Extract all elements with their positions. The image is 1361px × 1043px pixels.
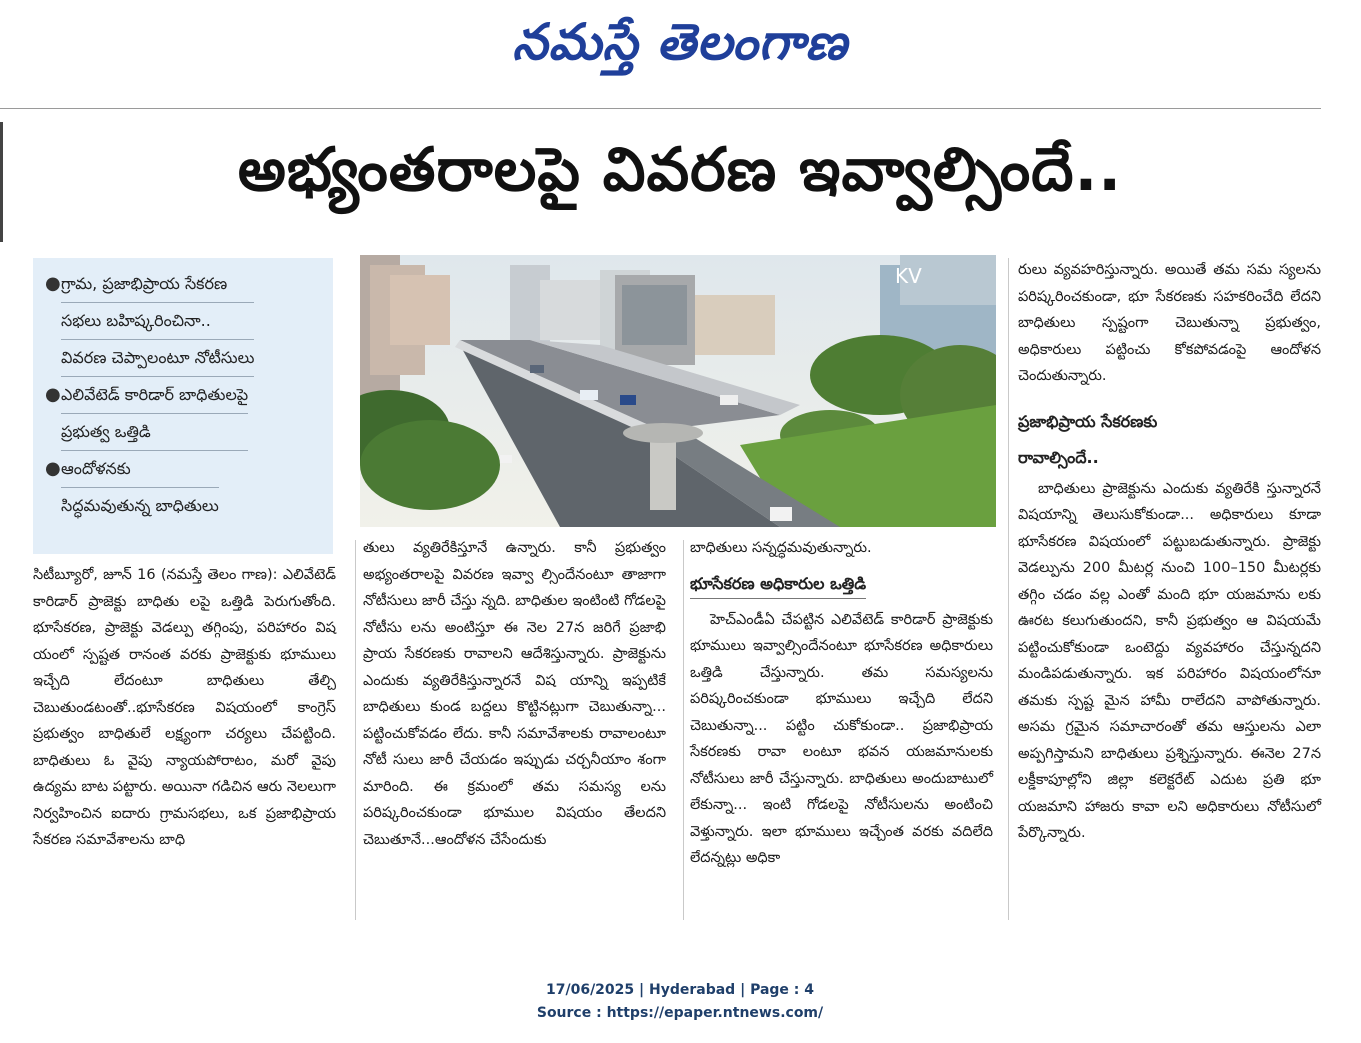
bullet-icon: ●: [45, 273, 61, 294]
highlight-line: సిద్ధమవుతున్న బాధితులు: [61, 496, 219, 515]
highlights-box: [33, 258, 333, 554]
highlight-line: ప్రభుత్వ ఒత్తిడి: [61, 414, 248, 451]
left-edge-mark: [0, 122, 3, 242]
article-paragraph: బాధితులు సన్నద్ధమవుతున్నారు.: [690, 540, 872, 556]
article-paragraph: హెచ్ఎండీఏ చేపట్టిన ఎలివేటెడ్ కారిడార్ ప్రాజెక్టుకు భూములు ఇవ్వాల్సిందేనంటూ భూసేకరణ అధికారులు ఒత్తిడి చేస్తున్నారు. తమ సమస్యలను పరిష్కరించకుండా భూములు ఇచ్చేది లేదని చెబుతున్నా... పట్టిం చుకోకుండా.. ప్రజాభిప్రాయ సేకరణకు రావా లంటూ భవన యజమానులకు నోటీసులు జారీ చేస్తున్నారు. బాధితులు అందుబాటులో లేకున్నా... ఇంటి గోడలపై నోటీసులను అంటించి వెళ్తున్నారు. ఇలా భూములు ఇచ్చేంత వరకు వదిలేది లేదన్నట్లు అధికా: [690, 611, 993, 866]
highlight-lines: [61, 377, 248, 451]
highlight-item: [45, 377, 325, 451]
highlight-item: [45, 266, 325, 377]
highlight-lines: [61, 266, 254, 377]
bullet-icon: ●: [45, 458, 61, 479]
elevated-corridor-photo: [360, 255, 996, 527]
subhead-line: రావాల్సిందే..: [1018, 447, 1099, 467]
subhead: [690, 570, 993, 599]
subhead-text: భూసేకరణ అధికారుల ఒత్తిడి: [690, 570, 866, 599]
highlight-line: గ్రామ, ప్రజాభిప్రాయ సేకరణ: [61, 266, 254, 303]
bullet-icon: ●: [45, 384, 61, 405]
article-paragraph: రులు వ్యవహరిస్తున్నారు. అయితే తమ సమ స్యలను పరిష్కరించకుండా, భూ సేకరణకు సహకరించేది లేదని బాధితులు స్పష్టంగా చెబుతున్నా ప్రభుత్వం, అధికారులు పట్టించు కోకపోవడంపై ఆందోళన చెందుతున్నారు.: [1018, 262, 1321, 384]
article-paragraph: సిటీబ్యూరో, జూన్ 16 (నమస్తే తెలం గాణ): ఎలివేటెడ్ కారిడార్ ప్రాజెక్టు బాధితు లపై ఒత్తిడి పెరుగుతోంది. భూసేకరణ, ప్రాజెక్టు వెడల్పు తగ్గింపు, పరిహారం విష యంలో స్పష్టత రానంత వరకు ప్రాజెక్టుకు భూములు ఇచ్చేది లేదంటూ బాధితులు తేల్చి చెబుతుండటంతో..భూసేకరణ విషయంలో కాంగ్రెస్ ప్రభుత్వం బాధితులే లక్ష్యంగా చర్యలు చేపట్టింది. బాధితులు ఓ వైపు న్యాయపోరాటం, మరో వైపు ఉద్యమ బాట పట్టారు. అయినా గడిచిన ఆరు నెలలుగా నిర్వహించిన ఐదారు గ్రామసభలు, ఒక ప్రజాభిప్రాయ సేకరణ సమావేశాలను బాధి: [33, 567, 336, 848]
column-divider: [683, 540, 684, 920]
highlight-line: వివరణ చెప్పాలంటూ నోటీసులు: [61, 340, 254, 377]
article-column-2: [363, 535, 666, 853]
footer-source: Source : https://epaper.ntnews.com/: [536, 1005, 824, 1021]
photo-watermark: KV: [895, 264, 922, 288]
subhead-line: ప్రజాభిప్రాయ సేకరణకు: [1018, 411, 1158, 431]
headline-text: అభ్యంతరాలపై వివరణ ఇవ్వాల్సిందే..: [237, 135, 1123, 205]
elevated-corridor-illustration: [360, 255, 996, 527]
masthead-logo-text: నమస్తే తెలంగాణ: [512, 12, 848, 71]
subhead: [1018, 404, 1321, 476]
highlight-line: ఆందోళనకు: [61, 451, 219, 488]
highlight-item: [45, 451, 325, 524]
headline: [30, 122, 1330, 232]
article-paragraph: బాధితులు ప్రాజెక్టును ఎందుకు వ్యతిరేకి స్తున్నారనే విషయాన్ని తెలుసుకోకుండా... అధికారులు కూడా భూసేకరణ విషయంలో పట్టుబడుతున్నారు. ప్రాజెక్టు వెడల్పును 200 మీటర్ల నుంచి 100–150 మీటర్లకు తగ్గిం చడం వల్ల ఎంతో మంది భూ యజమాను లకు ఊరట కలుగుతుందని, కానీ ప్రభుత్వం ఆ విషయమే పట్టించుకోకుండా ఒంటెద్దు వ్యవహారం చేస్తున్నదని మండిపడుతున్నారు. ఇక పరిహారం విషయంలోనూ తమకు స్పష్ట మైన హామీ రాలేదని వాపోతున్నారు. అసమ గ్రమైన సమాచారంతో తమ ఆస్తులను ఎలా అప్పగిస్తామని బాధితులు ప్రశ్నిస్తున్నారు. ఈనెల 27న లక్డీకాపూల్లోని జిల్లా కలెక్టరేట్ ఎదుట ప్రతి భూ యజమాని హాజరు కావా లని అధికారులు నోటీసులో పేర్కొన్నారు.: [1018, 480, 1321, 841]
top-rule: [0, 108, 1321, 109]
article-column-3: [690, 535, 993, 872]
column-divider: [355, 540, 356, 920]
highlight-lines: [61, 451, 219, 524]
article-column-1: [33, 562, 336, 854]
column-divider: [1008, 258, 1009, 920]
masthead: [420, 8, 940, 88]
footer-dateline: 17/06/2025 | Hyderabad | Page : 4: [545, 982, 815, 998]
article-paragraph: తులు వ్యతిరేకిస్తూనే ఉన్నారు. కానీ ప్రభుత్వం అభ్యంతరాలపై వివరణ ఇవ్వా ల్సిందేనంటూ తాజాగా నోటీసులు జారీ చేస్తు న్నది. బాధితుల ఇంటింటి గోడలపై నోటీసు లను అంటిస్తూ ఈ నెల 27న జరిగే ప్రజాభి ప్రాయ సేకరణకు రావాలని ఆదేశిస్తున్నారు. ప్రాజెక్టును ఎందుకు వ్యతిరేకిస్తున్నారనే విష యాన్ని ఇప్పటికే బాధితులు కుండ బద్దలు కొట్టినట్లుగా చెబుతున్నా... పట్టించుకోవడం లేదు. కానీ సమావేశాలకు రావాలంటూ నోటీ సులు జారీ చేయడం ఇప్పుడు చర్చనీయాం శంగా మారింది. ఈ క్రమంలో తమ సమస్య లను పరిష్కరించకుండా భూముల విషయం తేలదని చెబుతూనే...ఆందోళన చేసేందుకు: [363, 540, 666, 848]
highlight-line: ఎలివేటెడ్ కారిడార్ బాధితులపై: [61, 377, 248, 414]
highlight-line: సభలు బహిష్కరించినా..: [61, 303, 254, 340]
article-column-4: [1018, 257, 1321, 847]
